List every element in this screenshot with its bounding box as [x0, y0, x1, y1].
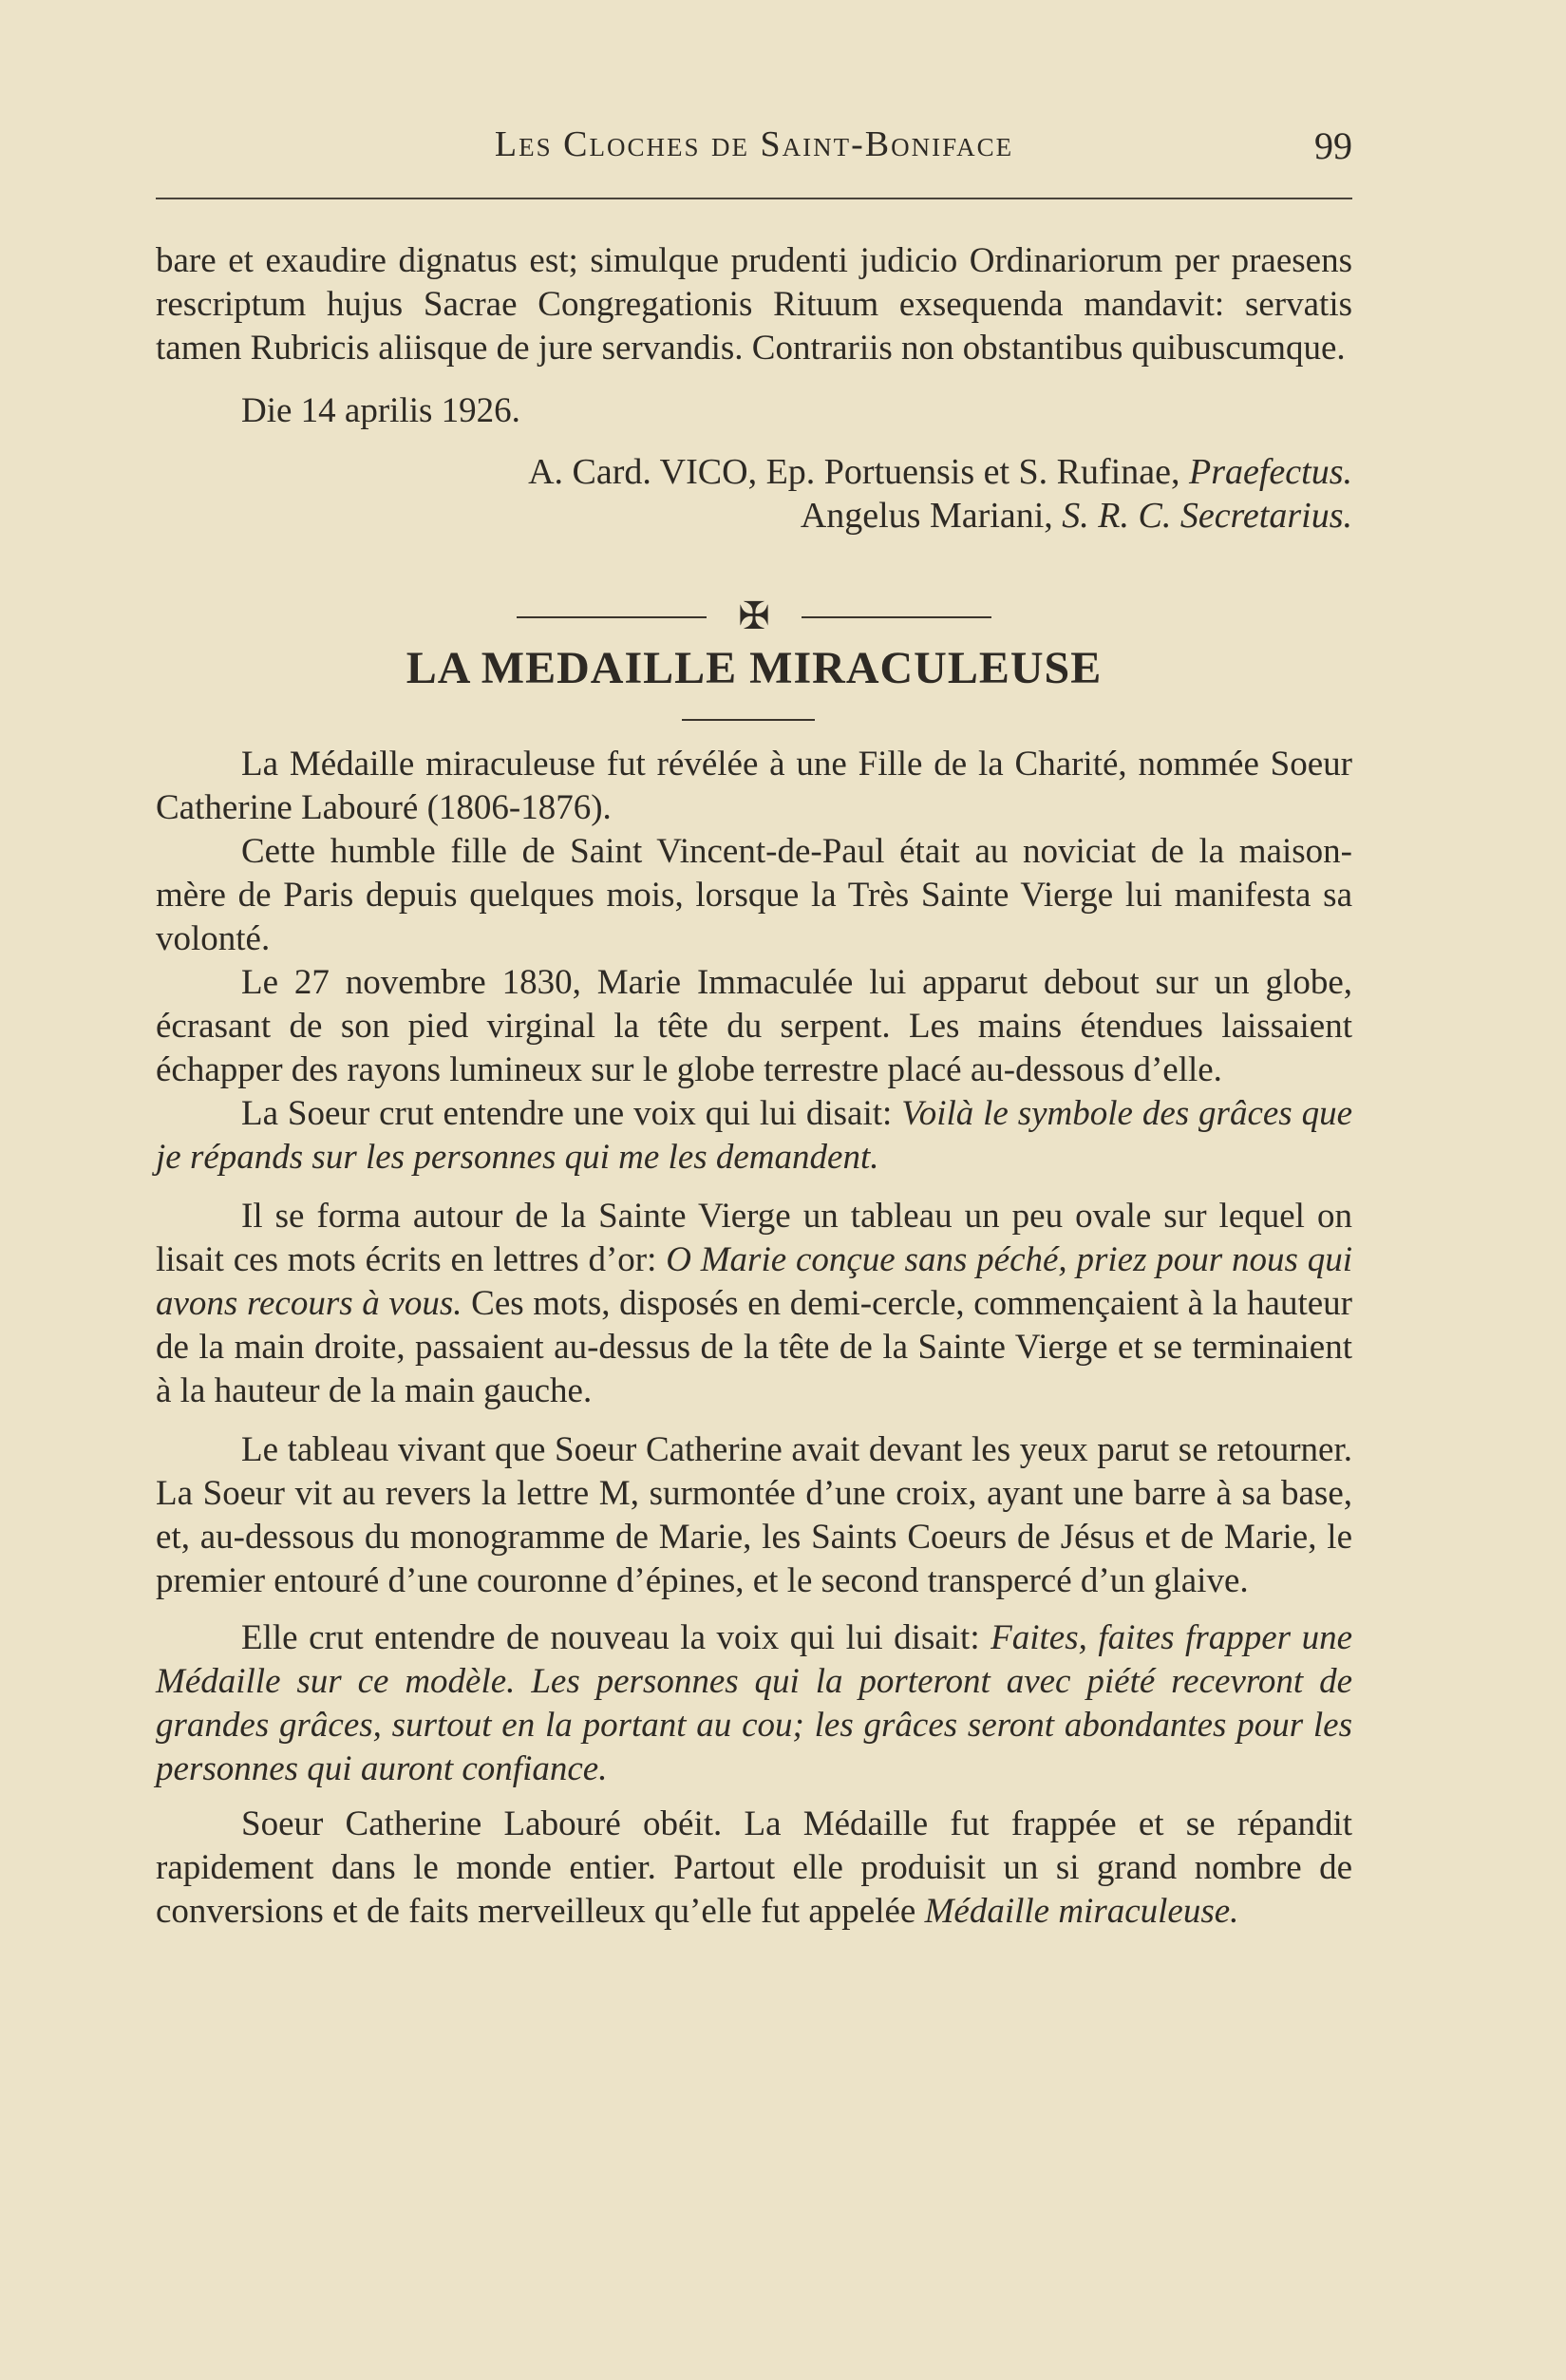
paragraph-text: Ces mots, disposés en demi-cercle, commençaient à la hauteur de la main droite, passaient au-dessus de la tête de la Sainte Vierge et se terminaient à la hauteur de la main gauche. [156, 1284, 1352, 1410]
running-head-title: Les Cloches de Saint-Boniface [494, 124, 1014, 164]
article-paragraph [156, 1616, 1352, 1791]
article-paragraph: Cette humble fille de Saint Vincent-de-Paul était au noviciat de la maison-mère de Paris depuis quelques mois, lorsque la Très Sainte Vierge lui manifesta sa volonté. [156, 832, 1352, 958]
header-rule [156, 198, 1352, 199]
ornament-right-line [802, 616, 991, 618]
signature-prefect-name: A. Card. VICO, Ep. Portuensis et S. Rufinae, [528, 452, 1180, 492]
title-underline [682, 719, 815, 721]
quoted-words: O Marie conçue sans péché, priez pour nous qui avons recours à vous. [156, 1240, 1352, 1323]
signature-prefect-title: Praefectus. [1188, 452, 1352, 492]
quoted-words: Voilà le symbole des grâces que je répands sur les personnes qui me les demandent. [156, 1094, 1352, 1177]
section-ornament [156, 595, 1352, 638]
quoted-words: Médaille miraculeuse. [924, 1892, 1239, 1931]
decree-block [156, 239, 1352, 538]
paragraph-text: Elle crut entendre de nouveau la voix qui lui disait: [241, 1618, 980, 1657]
maltese-cross-icon: ✠ [738, 595, 770, 637]
signature-secretary-name: Angelus Mariani, [800, 496, 1053, 536]
page-number: 99 [1314, 124, 1352, 167]
signature-prefect [156, 450, 1352, 494]
signature-secretary-title: S. R. C. Secretarius. [1062, 496, 1352, 536]
article-paragraph [156, 1092, 1352, 1180]
paragraph-text: Il se forma autour de la Sainte Vierge un tableau un peu ovale sur lequel on lisait ces mots écrits en lettres d’or: [156, 1197, 1352, 1279]
quoted-words: Faites, faites frapper une Médaille sur ce modèle. Les personnes qui la porteront avec piété recevront de grandes grâces, surtout en la portant au cou; les grâces seront abondantes pour les personnes qui auront confiance. [156, 1618, 1352, 1788]
article-paragraph: Le tableau vivant que Soeur Catherine avait devant les yeux parut se retourner. La Soeur vit au revers la lettre M, surmontée d’une croix, ayant une barre à sa base, et, au-dessous du monogramme de Marie, les Saints Coeurs de Jésus et de Marie, le premier entouré d’une couronne d’épines, et le second transpercé d’un glaive. [156, 1430, 1352, 1600]
decree-date: Die 14 aprilis 1926. [241, 391, 520, 430]
article-paragraph: Le 27 novembre 1830, Marie Immaculée lui apparut debout sur un globe, écrasant de son pied virginal la tête du serpent. Les mains étendues laissaient échapper des rayons lumineux sur le globe terrestre placé au-dessous d’elle. [156, 963, 1352, 1089]
article-paragraph: La Médaille miraculeuse fut révélée à une Fille de la Charité, nommée Soeur Catherine Labouré (1806-1876). [156, 745, 1352, 827]
signature-secretary [156, 494, 1352, 538]
paragraph-text: La Soeur crut entendre une voix qui lui disait: [241, 1094, 893, 1133]
article-paragraph [156, 1195, 1352, 1413]
article-title: LA MEDAILLE MIRACULEUSE [406, 643, 1103, 693]
decree-paragraph: bare et exaudire dignatus est; simulque prudenti judicio Ordinariorum per praesens rescriptum hujus Sacrae Congregationis Rituum exsequenda mandavit: servatis tamen Rubricis aliisque de jure servandis. Contrariis non obstantibus quibuscumque. [156, 241, 1352, 368]
paragraph-text: Soeur Catherine Labouré obéit. La Médaille fut frappée et se répandit rapidement dans le monde entier. Partout elle produisit un si grand nombre de conversions et de faits merveilleux qu’elle fut appelée [156, 1804, 1352, 1931]
running-head [156, 123, 1352, 177]
article-paragraph [156, 1803, 1352, 1934]
article-body [156, 743, 1352, 1934]
